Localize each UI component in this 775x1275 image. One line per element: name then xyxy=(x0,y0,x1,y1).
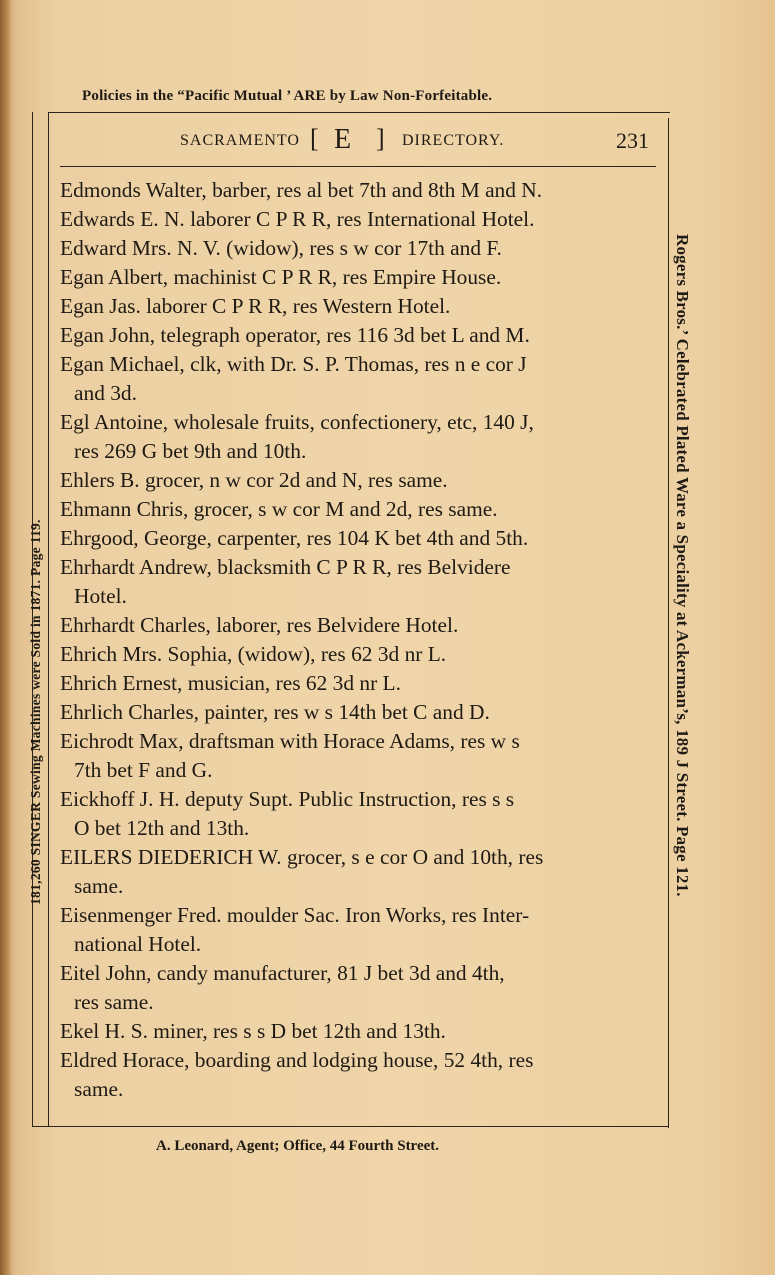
entry-line: Egan Albert, machinist C P R R, res Empire House. xyxy=(60,265,502,289)
directory-entry xyxy=(46,669,656,698)
right-margin-advertisement: Rogers Bros.’ Celebrated Plated Ware a Speciality at Ackerman’s, 189 J Street. Page 121. xyxy=(673,234,692,897)
bottom-advertisement: A. Leonard, Agent; Office, 44 Fourth Street. xyxy=(156,1138,440,1154)
header-bracket-left: [ xyxy=(310,124,319,153)
page-number: 231 xyxy=(616,128,649,153)
page-spine-shadow xyxy=(0,0,12,1275)
header-city: SACRAMENTO xyxy=(180,132,300,149)
directory-entry xyxy=(46,234,656,263)
frame-top-rule xyxy=(48,112,670,113)
entry-line: Egan Jas. laborer C P R R, res Western Hotel. xyxy=(60,294,451,318)
entry-line: Ehlers B. grocer, n w cor 2d and N, res same. xyxy=(60,468,448,492)
directory-entry xyxy=(46,350,656,408)
directory-entry xyxy=(46,292,656,321)
directory-entry xyxy=(46,176,656,205)
entry-line: Eitel John, candy manufacturer, 81 J bet 3d and 4th, xyxy=(60,961,505,985)
directory-entry xyxy=(46,205,656,234)
entry-line: Eichrodt Max, draftsman with Horace Adams, res w s xyxy=(60,729,520,753)
entry-continuation-line: res same. xyxy=(74,990,154,1014)
directory-entry xyxy=(46,1017,656,1046)
entry-line: Ehrhardt Andrew, blacksmith C P R R, res Belvidere xyxy=(60,555,511,579)
directory-entry xyxy=(46,466,656,495)
entry-line: Ehmann Chris, grocer, s w cor M and 2d, res same. xyxy=(60,497,498,521)
directory-entry xyxy=(46,553,656,611)
entry-line: EILERS DIEDERICH W. grocer, s e cor O and 10th, res xyxy=(60,845,544,869)
entry-line: Eickhoff J. H. deputy Supt. Public Instruction, res s s xyxy=(60,787,515,811)
header-rule xyxy=(60,166,656,167)
directory-entry xyxy=(46,727,656,785)
directory-entry xyxy=(46,263,656,292)
directory-entry xyxy=(46,959,656,1017)
entry-continuation-line: same. xyxy=(74,874,124,898)
entry-continuation-line: 7th bet F and G. xyxy=(74,758,213,782)
entry-line: Ehrhardt Charles, laborer, res Belvidere Hotel. xyxy=(60,613,459,637)
directory-entry xyxy=(46,843,656,901)
entry-line: Edward Mrs. N. V. (widow), res s w cor 17th and F. xyxy=(60,236,502,260)
entry-line: Eldred Horace, boarding and lodging house, 52 4th, res xyxy=(60,1048,534,1072)
directory-entry xyxy=(46,524,656,553)
header-directory-label: DIRECTORY. xyxy=(402,132,505,149)
entry-continuation-line: same. xyxy=(74,1077,124,1101)
entry-continuation-line: O bet 12th and 13th. xyxy=(74,816,250,840)
directory-entry xyxy=(46,698,656,727)
entry-line: Ekel H. S. miner, res s s D bet 12th and 13th. xyxy=(60,1019,446,1043)
entry-continuation-line: res 269 G bet 9th and 10th. xyxy=(74,439,307,463)
entry-line: Edmonds Walter, barber, res al bet 7th and 8th M and N. xyxy=(60,178,543,202)
entry-continuation-line: Hotel. xyxy=(74,584,127,608)
frame-right-rule xyxy=(668,118,669,1128)
directory-entry xyxy=(46,640,656,669)
directory-entries xyxy=(46,176,656,1104)
entry-line: Eisenmenger Fred. moulder Sac. Iron Works, res Inter- xyxy=(60,903,530,927)
directory-entry xyxy=(46,785,656,843)
directory-entry xyxy=(46,1046,656,1104)
header-bracket-right: ] xyxy=(376,124,385,153)
running-header xyxy=(60,118,660,164)
left-margin-advertisement: 181,260 SINGER Sewing Machines were Sold in 1871. Page 119. xyxy=(28,519,43,905)
frame-bottom-rule xyxy=(32,1126,668,1127)
directory-entry xyxy=(46,611,656,640)
header-section-letter: E xyxy=(334,124,352,155)
entry-line: Edwards E. N. laborer C P R R, res International Hotel. xyxy=(60,207,535,231)
entry-line: Egan John, telegraph operator, res 116 3d bet L and M. xyxy=(60,323,530,347)
entry-continuation-line: and 3d. xyxy=(74,381,137,405)
entry-line: Ehrgood, George, carpenter, res 104 K bet 4th and 5th. xyxy=(60,526,529,550)
entry-line: Ehrich Mrs. Sophia, (widow), res 62 3d nr L. xyxy=(60,642,447,666)
entry-line: Ehrlich Charles, painter, res w s 14th bet C and D. xyxy=(60,700,490,724)
entry-line: Egan Michael, clk, with Dr. S. P. Thomas, res n e cor J xyxy=(60,352,527,376)
entry-continuation-line: national Hotel. xyxy=(74,932,202,956)
entry-line: Egl Antoine, wholesale fruits, confectionery, etc, 140 J, xyxy=(60,410,534,434)
directory-entry xyxy=(46,901,656,959)
directory-entry xyxy=(46,495,656,524)
entry-line: Ehrich Ernest, musician, res 62 3d nr L. xyxy=(60,671,401,695)
directory-entry xyxy=(46,321,656,350)
top-advertisement: Policies in the “Pacific Mutual ’ ARE by Law Non-Forfeitable. xyxy=(82,88,493,104)
directory-entry xyxy=(46,408,656,466)
